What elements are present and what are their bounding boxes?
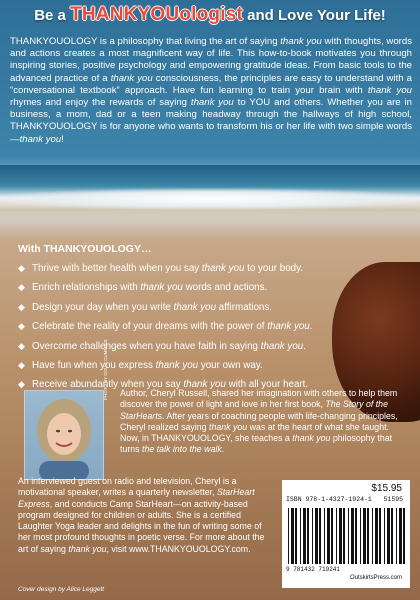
diamond-bullet-icon: ◆ <box>18 360 25 371</box>
benefit-item: ◆ Celebrate the reality of your dreams with the power of thank you. <box>18 317 348 336</box>
cover-design-credit: Cover design by Alice Leggett <box>18 586 105 593</box>
diamond-bullet-icon: ◆ <box>18 301 25 312</box>
isbn-barcode-digits: 9 781432 719241 <box>286 566 341 573</box>
benefit-item: ◆ Overcome challenges when you have faith in saying thank you. <box>18 337 348 356</box>
author-bio-paragraph: Author, Cheryl Russell, shared her imagination with others to help them discover the power of light and love in her first book, The Story of the StarHearts. After years of coaching people with life-changing principles, Cheryl realized saying thank you was at the heart of what she taught. Now, in THANKYOUOLOGY, she teaches a thank you philosophy that turns the talk into the walk. <box>120 388 398 455</box>
headline-brand: THANKYOUologist <box>70 4 243 25</box>
benefits-list <box>18 259 348 395</box>
intro-paragraph: THANKYOUOLOGY is a philosophy that living the art of saying thank you with thoughts, words and actions creates a most magnificent way of life. This how-to-book motivates you through inspiring stories, positive psychology and empowering gratitude ideas. From basic tools to the advanced practice of a thank you consciousness, the principles are easy to understand with a “conversational textbook” approach. Have fun learning to train your brain with thank you rhymes and enjoy the rewards of saying thank you to YOU and others. Whether you are in business, a mom, dad or a teen making headway through the hallways of high school, THANKYOUOLOGY is for anyone who wants to transform his or her life with two simple words—thank you! <box>10 36 412 145</box>
wave-foam <box>0 188 420 210</box>
headline <box>0 4 420 26</box>
benefit-item: ◆ Design your day when you write thank you affirmations. <box>18 298 348 317</box>
headline-after: and Love Your Life! <box>243 7 386 24</box>
publisher-name: OutskirtsPress.com <box>349 575 402 581</box>
price-label: $15.95 <box>371 483 402 494</box>
diamond-bullet-icon: ◆ <box>18 340 25 351</box>
diamond-bullet-icon: ◆ <box>18 282 25 293</box>
isbn-text: ISBN 978-1-4327-1924-1 51595 <box>286 496 404 503</box>
barcode-icon <box>286 508 406 564</box>
author-photo <box>24 390 104 480</box>
author-activities-paragraph: An interviewed guest on radio and television, Cheryl is a motivational speaker, writes a quarterly newsletter, StarHeart Express, and conducts Camp StarHeart—on activity-based program designed for children or adults. She is a certified Laughter Yoga leader and delights in the fun of writing some of her most profound thoughts in poetic verse. For more about the art of saying thank you, visit www.THANKYOUOLOGY.com. <box>18 476 265 554</box>
benefit-item: ◆ Thrive with better health when you say thank you to your body. <box>18 259 348 278</box>
diamond-bullet-icon: ◆ <box>18 379 25 390</box>
benefit-item: ◆ Enrich relationships with thank you words and actions. <box>18 278 348 297</box>
benefit-item: ◆ Have fun when you express thank you your own way. <box>18 356 348 375</box>
headline-before: Be a <box>34 7 71 24</box>
diamond-bullet-icon: ◆ <box>18 263 25 273</box>
author-portrait-illustration <box>25 391 103 479</box>
photo-credit: PHOTO BY DOUG CUMMINS <box>103 339 108 400</box>
diamond-bullet-icon: ◆ <box>18 321 25 332</box>
benefits-heading: With THANKYOUOLOGY… <box>18 243 152 255</box>
benefit-item: ◆ Receive abundantly when you say thank you with all your heart. <box>18 375 348 394</box>
barcode-panel <box>282 480 410 588</box>
